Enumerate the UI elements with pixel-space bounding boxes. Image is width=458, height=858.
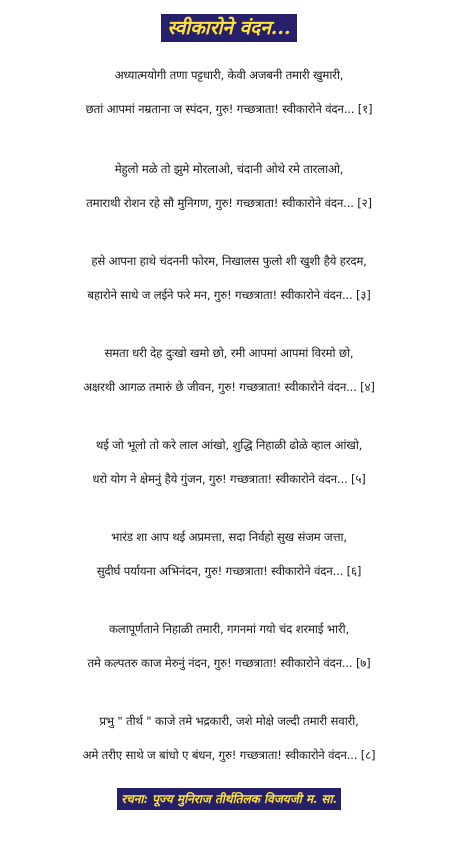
stanza-line: थई जो भूलो तो करे लाल आंखो, शुद्धि निहाळी ढोळे व्हाल आंखो, [95,438,363,452]
stanza-refrain-line: बहारोने साथे ज लईने फरे मन, गुरु! गच्छत्राता! स्वीकारोने वंदन... [३] [87,288,371,302]
stanza-refrain-line: अक्षरथी आगळ तमारुं छे जीवन, गुरु! गच्छत्राता! स्वीकारोने वंदन... [४] [83,380,375,394]
stanza-4 [0,336,458,404]
stanza-line: भारंड शा आप थई अप्रमत्ता, सदा निर्वहो सुख संजम जत्ता, [111,530,347,544]
stanza-5 [0,428,458,496]
title-banner [0,14,458,42]
stanza-refrain-line: धरो योग ने क्षेमनुं हैये गुंजन, गुरु! गच्छत्राता! स्वीकारोने वंदन... [५] [92,472,366,486]
stanza-refrain-line: अमे तरीए साथे ज बांधो ए बंधन, गुरु! गच्छत्राता! स्वीकारोने वंदन... [८] [82,748,376,762]
stanza-line: अध्यात्मयोगी तणा पट्टधारी, केवी अजबनी तमारी खुमारी, [114,68,344,82]
stanza-3 [0,244,458,312]
stanza-line: समता धरी देह दुःखो खमो छो, रमी आपमां आपमां विरमो छो, [104,346,354,360]
author-credit: रचना: पूज्य मुनिराज तीर्थतिलक विजयजी म. सा. [117,788,341,810]
stanza-7 [0,612,458,680]
credit-banner [0,788,458,810]
stanza-refrain-line: छतां आपमां नम्रताना ज स्पंदन, गुरु! गच्छत्राता! स्वीकारोने वंदन... [१] [85,102,373,116]
stanza-2 [0,152,458,220]
stanza-1 [0,58,458,126]
stanza-8 [0,704,458,772]
stanza-refrain-line: सुदीर्घ पर्यायना अभिनंदन, गुरु! गच्छत्राता! स्वीकारोने वंदन... [६] [96,564,362,578]
stanza-6 [0,520,458,588]
stanza-line: प्रभु " तीर्थ " काजे तमे भद्रकारी, जशे मोक्षे जल्दी तमारी सवारी, [99,714,359,728]
stanza-line: कलापूर्णताने निहाळी तमारी, गगनमां गयो चंद शरमाई भारी, [109,622,349,636]
stanza-refrain-line: तमाराथी रोशन रहे सौ मुनिगण, गुरु! गच्छत्राता! स्वीकारोने वंदन... [२] [86,196,372,210]
stanza-line: मेहुलो मळे तो झुमे मोरलाओ, चंदानी ओथे रमे तारलाओ, [114,162,344,176]
stanza-refrain-line: तमे कल्पतरु काज मेरुनुं नंदन, गुरु! गच्छत्राता! स्वीकारोने वंदन... [७] [87,656,371,670]
stanza-line: हसे आपना हाथे चंदननी फोरम, निखालस फुलो शी खुशी हैये हरदम, [91,254,367,268]
page-title: स्वीकारोने वंदन... [161,14,296,42]
